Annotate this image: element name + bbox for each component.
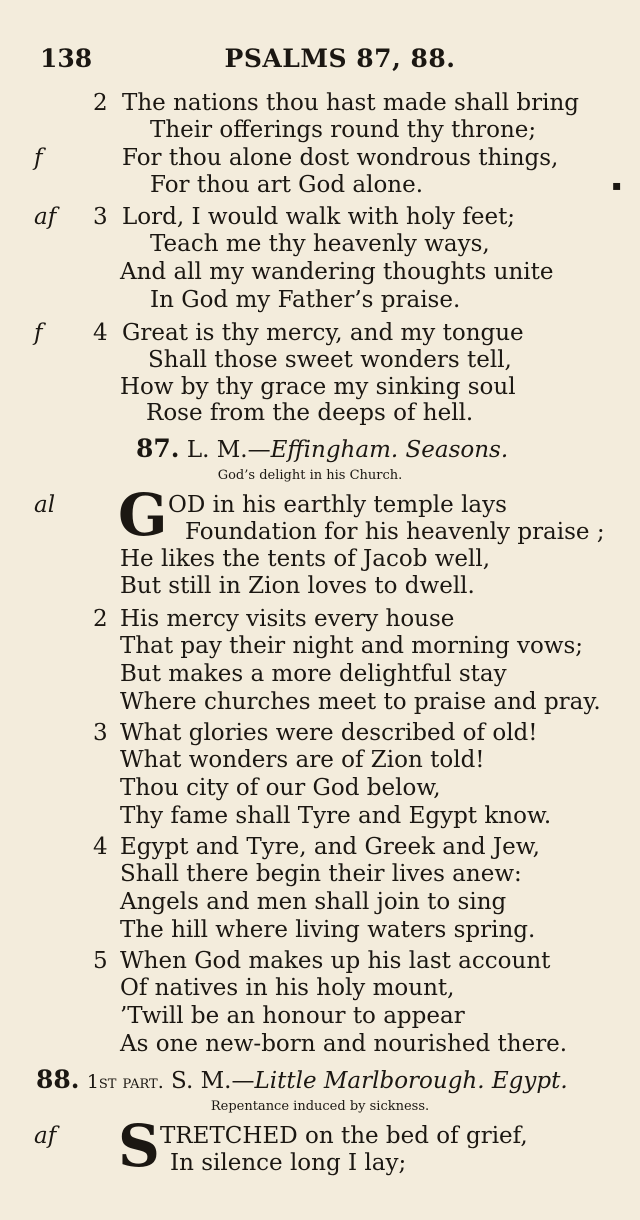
verse-line: In God my Father’s praise.: [150, 287, 461, 313]
stanza-number: 4: [93, 320, 108, 346]
dynamic-mark: f: [34, 145, 43, 171]
running-title: PSALMS 87, 88.: [224, 44, 456, 73]
tune-names: Little Marlborough. Egypt.: [254, 1068, 568, 1094]
drop-cap: S: [118, 1112, 160, 1180]
stanza-number: 4: [93, 834, 108, 860]
hymn-subtitle: Repentance induced by sickness.: [210, 1099, 430, 1114]
verse-line: In silence long I lay;: [170, 1150, 407, 1176]
verse-line: Egypt and Tyre, and Greek and Jew,: [120, 834, 540, 860]
verse-line: Great is thy mercy, and my tongue: [122, 320, 524, 346]
drop-cap: G: [118, 481, 168, 549]
hymn-number: 87.: [136, 434, 180, 463]
verse-line: OD in his earthly temple lays: [168, 492, 507, 518]
verse-line: What wonders are of Zion told!: [120, 747, 485, 773]
verse-line: Shall there begin their lives anew:: [120, 861, 522, 887]
verse-line: He likes the tents of Jacob well,: [120, 546, 491, 572]
dynamic-mark: al: [34, 492, 56, 518]
dynamic-mark: af: [34, 1123, 57, 1149]
verse-line: ’Twill be an honour to appear: [120, 1003, 465, 1029]
verse-line: That pay their night and morning vows;: [120, 633, 584, 659]
meter: L. M.—: [186, 437, 271, 463]
stanza-number: 2: [93, 606, 108, 632]
hymn-88-heading: [36, 1067, 568, 1095]
part-label: 1st part.: [86, 1071, 164, 1093]
verse-line: Thou city of our God below,: [120, 775, 441, 801]
verse-line: The nations thou hast made shall bring: [122, 90, 580, 116]
hymn-87-heading: [136, 436, 508, 463]
verse-line: The hill where living waters spring.: [120, 917, 536, 943]
stanza-number: 3: [93, 204, 108, 230]
verse-line: For thou alone dost wondrous things,: [122, 145, 559, 171]
verse-line: Angels and men shall join to sing: [120, 889, 507, 915]
verse-line: For thou art God alone.: [150, 172, 424, 198]
verse-line: But makes a more delightful stay: [120, 661, 507, 687]
ink-speck: ▪: [612, 178, 622, 194]
verse-line: As one new-born and nourished there.: [120, 1031, 568, 1057]
verse-line: What glories were described of old!: [120, 720, 538, 746]
stanza-number: 2: [93, 90, 108, 116]
dynamic-mark: f: [34, 320, 43, 346]
meter: S. M.—: [171, 1068, 255, 1094]
verse-line: How by thy grace my sinking soul: [120, 374, 516, 400]
verse-line: TRETCHED on the bed of grief,: [160, 1123, 528, 1149]
verse-line: Rose from the deeps of hell.: [146, 400, 474, 426]
page-number: 138: [40, 44, 93, 73]
tune-names: Effingham. Seasons.: [270, 437, 509, 463]
verse-line: Thy fame shall Tyre and Egypt know.: [120, 803, 552, 829]
verse-line: When God makes up his last account: [120, 948, 551, 974]
verse-line: And all my wandering thoughts unite: [120, 259, 554, 285]
hymn-subtitle: God’s delight in his Church.: [217, 468, 403, 483]
verse-line: Lord, I would walk with holy feet;: [122, 204, 516, 230]
stanza-number: 3: [93, 720, 108, 746]
verse-line: Teach me thy heavenly ways,: [150, 231, 490, 257]
verse-line: Their offerings round thy throne;: [150, 117, 537, 143]
verse-line: Shall those sweet wonders tell,: [148, 347, 512, 373]
verse-line: But still in Zion loves to dwell.: [120, 573, 475, 599]
verse-line: Where churches meet to praise and pray.: [120, 689, 601, 715]
hymn-number: 88.: [36, 1065, 80, 1094]
verse-line: His mercy visits every house: [120, 606, 455, 632]
dynamic-mark: af: [34, 204, 57, 230]
verse-line: Of natives in his holy mount,: [120, 975, 455, 1001]
stanza-number: 5: [93, 948, 108, 974]
verse-line: Foundation for his heavenly praise ;: [185, 519, 605, 545]
page-header: [40, 44, 600, 84]
